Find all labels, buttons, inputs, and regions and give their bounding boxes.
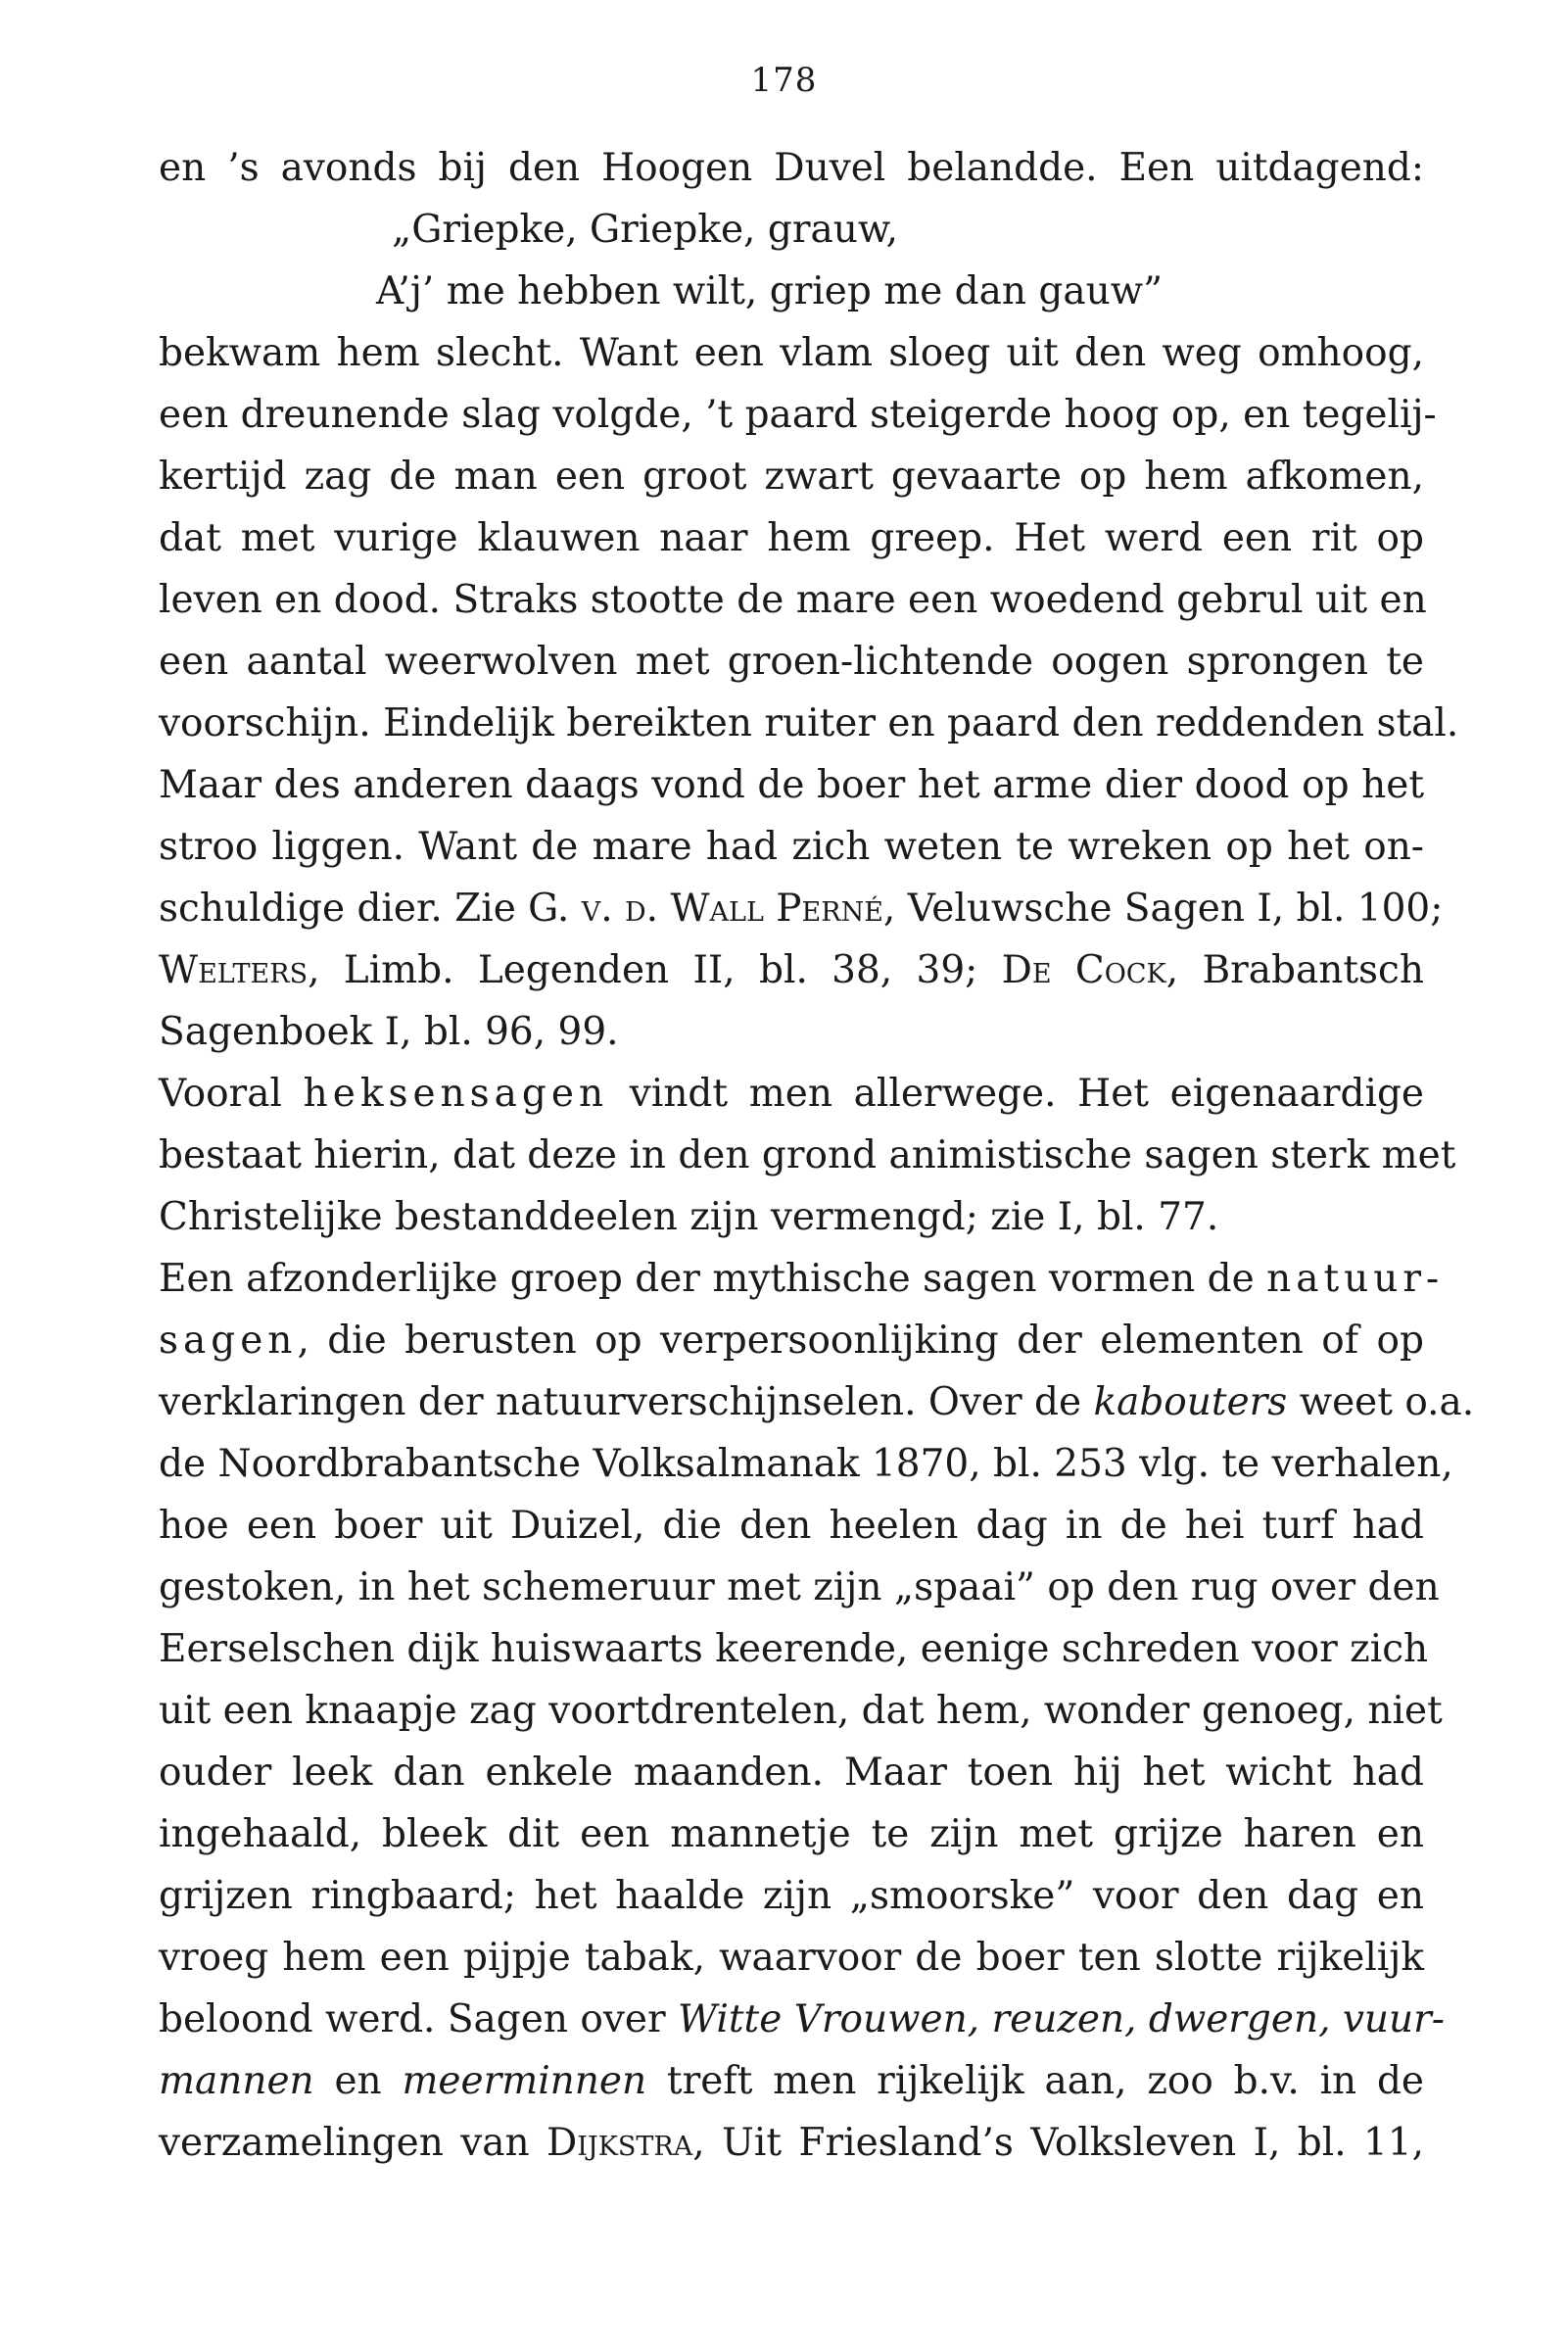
text-line [159, 754, 1424, 816]
text-line [159, 1680, 1443, 1742]
text-line [159, 1742, 1424, 1803]
author-name: Welters [159, 948, 309, 992]
text-segment: bestaat hierin, dat deze in den grond animistische sagen sterk met [159, 1133, 1456, 1177]
text-line [159, 816, 1424, 878]
text-line [159, 137, 1424, 199]
text-line [159, 1618, 1429, 1680]
text-segment: kertijd zag de man een groot zwart gevaarte op hem afkomen, [159, 455, 1424, 499]
text-line [159, 631, 1424, 693]
text-line [159, 878, 1444, 939]
verse-line [159, 261, 1424, 322]
body-text [159, 137, 1475, 2174]
text-line [159, 1989, 1445, 2050]
text-segment: weet o.a. [1287, 1380, 1475, 1424]
text-line [159, 693, 1459, 754]
text-segment: bekwam hem slecht. Want een vlam sloeg uit den weg omhoog, [159, 331, 1424, 375]
text-line [159, 1927, 1424, 1989]
text-segment: , die berusten op verpersoonlijking der elementen of op [297, 1319, 1424, 1363]
text-segment: dat met vurige klauwen naar hem greep. Het werd een rit op [159, 516, 1424, 560]
text-segment: Eerselschen dijk huiswaarts keerende, eenige schreden voor zich [159, 1627, 1429, 1671]
text-segment: A’j’ me hebben wilt, griep me dan gauw” [376, 269, 1164, 313]
text-line [159, 1865, 1424, 1927]
text-line [159, 1125, 1456, 1186]
text-line [159, 1433, 1453, 1495]
text-segment: schuldige dier. Zie [159, 887, 529, 931]
text-segment: treft men rijkelijk aan, zoo b.v. in de [646, 2059, 1424, 2103]
text-segment: beloond werd. Sagen over [159, 1997, 678, 2041]
text-line [159, 1495, 1424, 1557]
text-segment: Een afzonderlijke groep der mythische sagen vormen de [159, 1257, 1267, 1301]
emphasis-text: mannen [159, 2059, 314, 2103]
text-segment: grijzen ringbaard; het haalde zijn „smoorske” voor den dag en [159, 1874, 1424, 1918]
text-segment: voorschijn. Eindelijk bereikten ruiter en paard den reddenden stal. [159, 701, 1459, 745]
text-line [159, 322, 1424, 384]
text-segment: „Griepke, Griepke, grauw, [392, 208, 898, 252]
text-segment: Maar des anderen daags vond de boer het arme dier dood op het [159, 763, 1424, 807]
author-name: Dijkstra [546, 2121, 693, 2165]
text-segment: verklaringen der natuurverschijnselen. Over de [159, 1380, 1094, 1424]
text-segment: Christelijke bestanddeelen zijn vermengd; zie I, bl. 77. [159, 1195, 1219, 1239]
text-segment: een aantal weerwolven met groen-lichtende oogen sprongen te [159, 640, 1424, 684]
text-line [159, 1063, 1424, 1125]
text-line [159, 2050, 1424, 2112]
text-line [159, 1001, 1424, 1063]
text-line [159, 1248, 1445, 1310]
text-line [159, 1310, 1424, 1371]
text-segment: , Brabantsch [1165, 948, 1424, 992]
author-name: G. v. d. Wall Perné [528, 887, 883, 931]
text-segment: ouder leek dan enkele maanden. Maar toen hij het wicht had [159, 1751, 1424, 1795]
text-segment: , Veluwsche Sagen I, bl. 100; [882, 887, 1444, 931]
text-segment: en [313, 2059, 403, 2103]
emphasis-text: kabouters [1093, 1380, 1288, 1424]
text-segment: uit een knaapje zag voortdrentelen, dat hem, wonder genoeg, niet [159, 1689, 1443, 1733]
text-line [159, 1803, 1424, 1865]
verse-line [159, 199, 1424, 261]
spaced-term: natuur- [1266, 1257, 1445, 1301]
emphasis-text: meerminnen [402, 2059, 647, 2103]
spaced-term: heksensagen [303, 1072, 609, 1116]
text-line [159, 1186, 1424, 1248]
text-segment: , Uit Friesland’s Volksleven I, bl. 11, [692, 2121, 1424, 2165]
text-segment: vroeg hem een pijpje tabak, waarvoor de boer ten slotte rijkelijk [159, 1936, 1424, 1980]
spaced-term: sagen [159, 1319, 298, 1363]
text-segment: Sagenboek I, bl. 96, 99. [159, 1010, 619, 1054]
text-line [159, 569, 1427, 631]
text-line [159, 939, 1424, 1001]
text-segment: ingehaald, bleek dit een mannetje te zijn met grijze haren en [159, 1812, 1424, 1856]
text-segment: hoe een boer uit Duizel, die den heelen dag in de hei turf had [159, 1504, 1424, 1548]
text-line [159, 507, 1424, 569]
text-segment: Vooral [159, 1072, 304, 1116]
text-segment: , Limb. Legenden II, bl. 38, 39; [308, 948, 1002, 992]
text-line [159, 1557, 1440, 1618]
text-line [159, 1371, 1475, 1433]
text-segment: de Noordbrabantsche Volksalmanak 1870, bl. 253 vlg. te verhalen, [159, 1442, 1453, 1486]
author-name: De Cock [1001, 948, 1166, 992]
page-number: 178 [750, 61, 818, 100]
text-segment: een dreunende slag volgde, ’t paard steigerde hoog op, en tegelij- [159, 393, 1437, 437]
text-segment: en ’s avonds bij den Hoogen Duvel belandde. Een uitdagend: [159, 146, 1424, 190]
text-segment: leven en dood. Straks stootte de mare een woedend gebrul uit en [159, 578, 1427, 622]
text-segment: stroo liggen. Want de mare had zich weten te wreken op het on- [159, 825, 1424, 869]
text-segment: vindt men allerwege. Het eigenaardige [608, 1072, 1424, 1116]
text-line [159, 384, 1437, 446]
text-line [159, 2112, 1424, 2174]
text-segment: verzamelingen van [159, 2121, 546, 2165]
emphasis-text: Witte Vrouwen, reuzen, dwergen, vuur- [678, 1997, 1445, 2041]
text-line [159, 446, 1424, 507]
text-segment: gestoken, in het schemeruur met zijn „spaai” op den rug over den [159, 1565, 1440, 1609]
